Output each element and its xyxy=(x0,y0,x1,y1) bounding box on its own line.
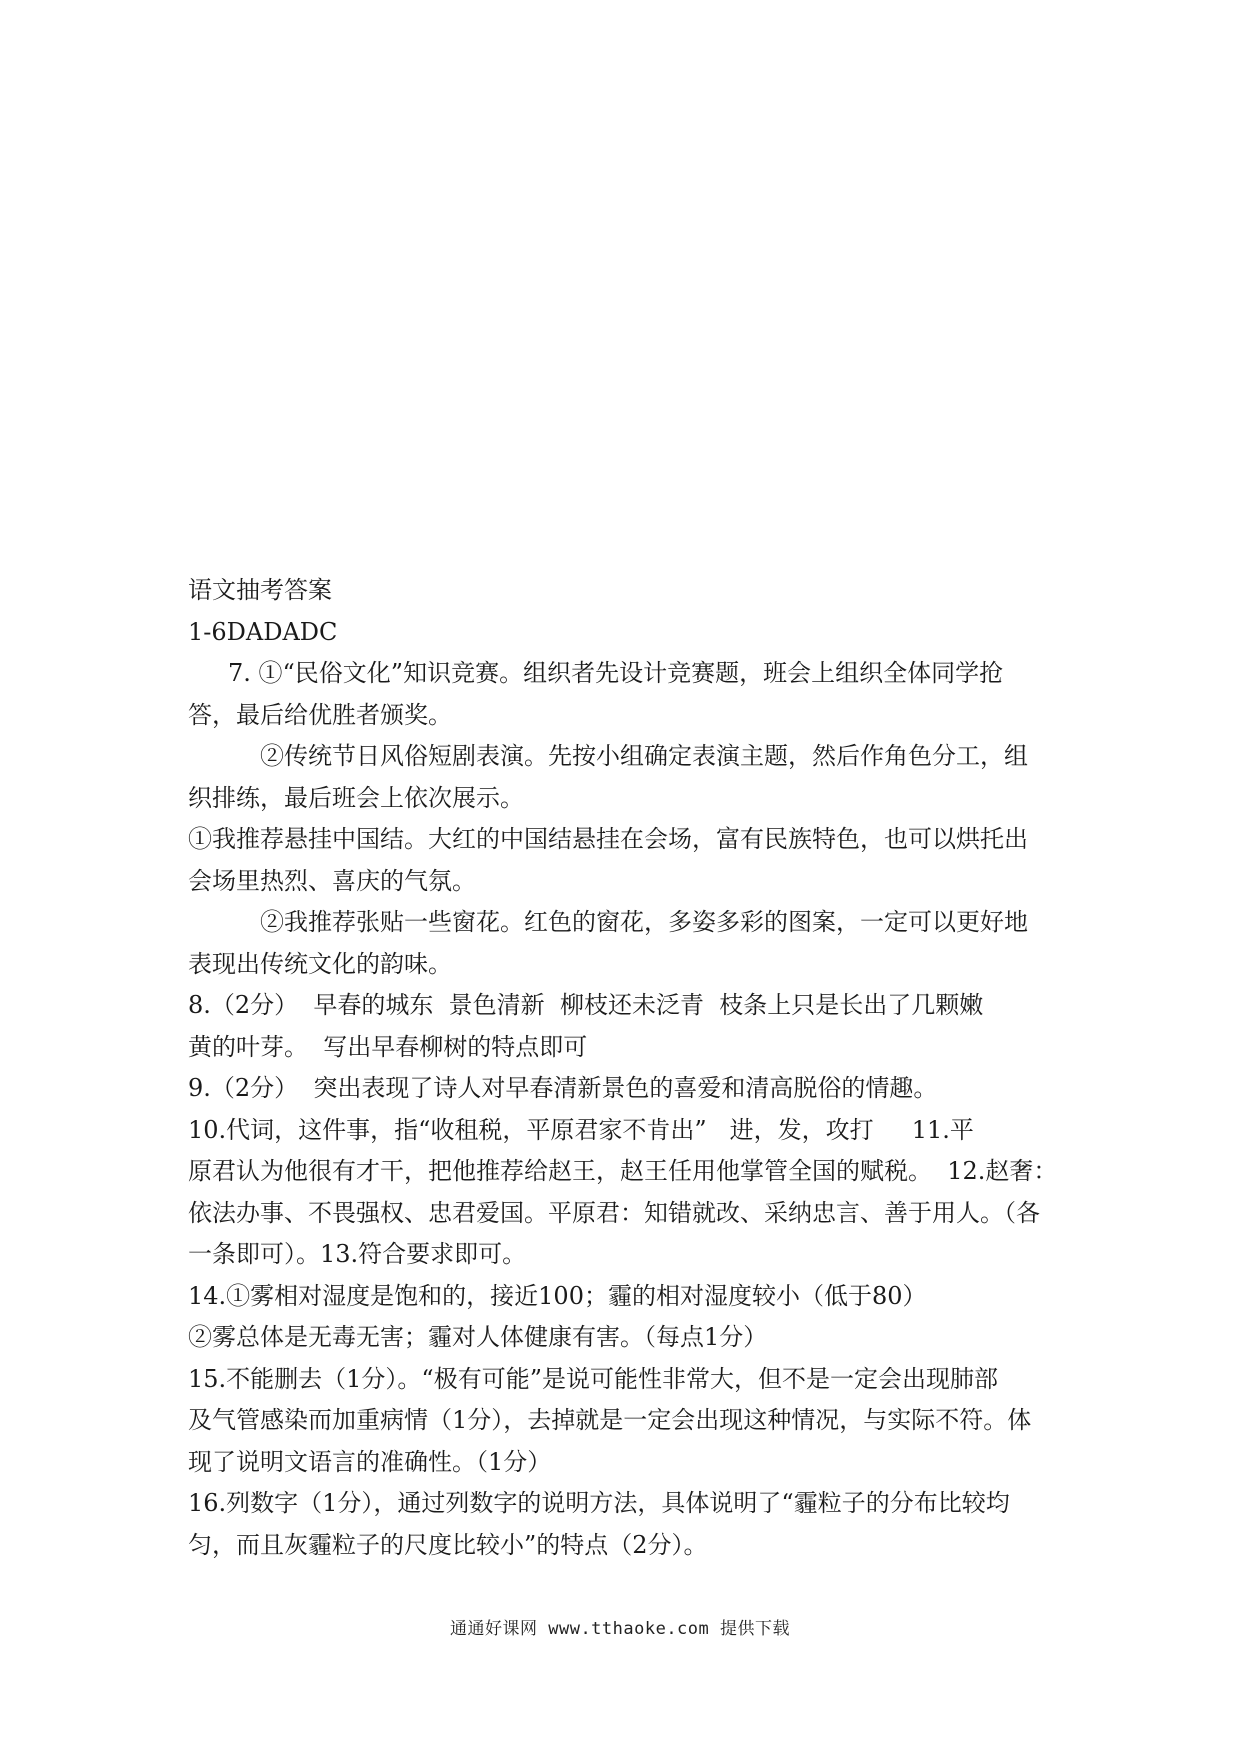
answer-line: 表现出传统文化的韵味。 xyxy=(188,949,452,978)
answer-line: 1-6DADADC xyxy=(188,617,338,646)
answer-line: 10.代词，这件事，指“收租税，平原君家不肯出” 进，发，攻打 11.平 xyxy=(188,1115,974,1144)
answer-line: 织排练，最后班会上依次展示。 xyxy=(188,783,524,812)
answer-line: 一条即可）。13.符合要求即可。 xyxy=(188,1240,527,1268)
answer-line: 16.列数字（1分），通过列数字的说明方法，具体说明了“霾粒子的分布比较均 xyxy=(188,1489,1010,1517)
answer-line: 15.不能删去（1分）。“极有可能”是说可能性非常大，但不是一定会出现肺部 xyxy=(188,1364,998,1393)
answer-line: ①我推荐悬挂中国结。大红的中国结悬挂在会场，富有民族特色，也可以烘托出 xyxy=(188,825,1028,853)
answer-line: 匀，而且灰霾粒子的尺度比较小”的特点（2分）。 xyxy=(188,1530,708,1559)
answer-line: ②传统节日风俗短剧表演。先按小组确定表演主题，然后作角色分工，组 xyxy=(260,742,1028,770)
answer-line: 原君认为他很有才干，把他推荐给赵王，赵王任用他掌管全国的赋税。 12.赵奢： xyxy=(188,1157,1058,1185)
answer-line: ②我推荐张贴一些窗花。红色的窗花，多姿多彩的图案，一定可以更好地 xyxy=(260,908,1028,936)
answer-line: 8.（2分） 早春的城东 景色清新 柳枝还未泛青 枝条上只是长出了几颗嫩 xyxy=(188,991,984,1019)
document-title: 语文抽考答案 xyxy=(188,576,332,604)
answer-line: 14.①雾相对湿度是饱和的，接近100；霾的相对湿度较小（低于80） xyxy=(188,1281,927,1310)
answer-line: 黄的叶芽。 写出早春柳树的特点即可 xyxy=(188,1032,588,1061)
answer-line: 依法办事、不畏强权、忠君爱国。平原君：知错就改、采纳忠言、善于用人。（各 xyxy=(188,1198,1040,1227)
answer-line: ②雾总体是无毒无害；霾对人体健康有害。（每点1分） xyxy=(188,1323,768,1351)
footer-download-note: 通通好课网 www.tthaoke.com 提供下载 xyxy=(450,1619,790,1639)
answer-line: 答，最后给优胜者颁奖。 xyxy=(188,700,452,729)
answer-line: 9.（2分） 突出表现了诗人对早春清新景色的喜爱和清高脱俗的情趣。 xyxy=(188,1074,938,1102)
answer-line: 会场里热烈、喜庆的气氛。 xyxy=(188,866,476,895)
answer-line: 及气管感染而加重病情（1分），去掉就是一定会出现这种情况，与实际不符。体 xyxy=(188,1406,1032,1434)
answer-line: 现了说明文语言的准确性。（1分） xyxy=(188,1447,552,1476)
answer-line: 7. ①“民俗文化”知识竞赛。组织者先设计竞赛题，班会上组织全体同学抢 xyxy=(228,659,1004,687)
answer-content xyxy=(188,570,1088,1566)
